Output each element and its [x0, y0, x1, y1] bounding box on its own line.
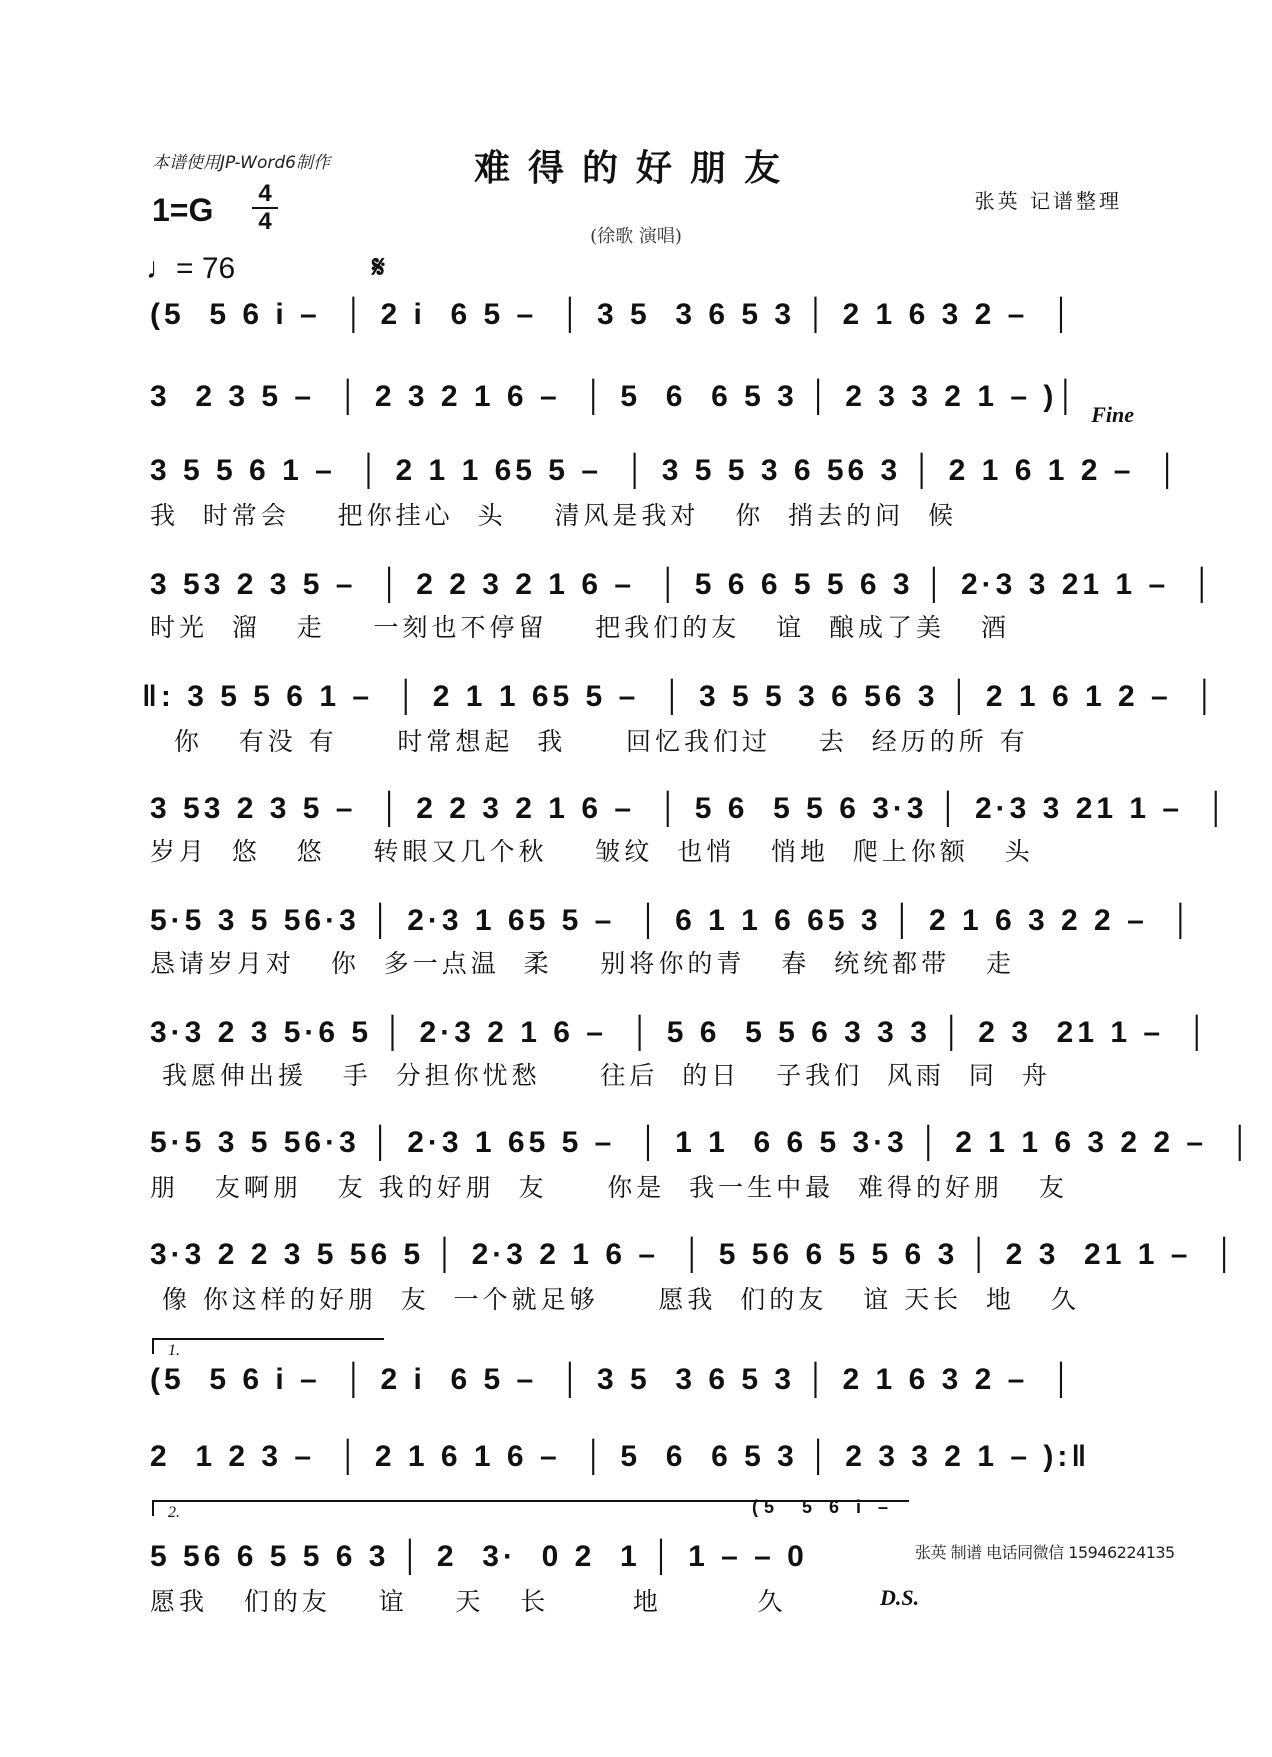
fine-marking: Fine — [1091, 402, 1134, 427]
notation-line: (5 5 6 i – │ 2 i 6 5 – │ 3 5 3 6 5 3 │ 2 1 6 3 2 – │ — [150, 1363, 1076, 1396]
lyrics-line: 我 时常会 把你挂心 头 清风是我对 你 捎去的问 候 — [150, 501, 957, 530]
segno-sign: 𝄋 — [372, 250, 385, 285]
first-ending-label: 1. — [168, 1342, 180, 1359]
notation-line: 3 2 3 5 – │ 2 3 2 1 6 – │ 5 6 6 5 3 │ 2 3 3 2 1 – )│ — [150, 380, 1081, 413]
lyrics-line: 你 有没 有 时常想起 我 回忆我们过 去 经历的所 有 — [150, 727, 1029, 756]
notation-line: 3 5 5 6 1 – │ 2 1 1 65 5 – │ 3 5 5 3 6 56 3 │ 2 1 6 1 2 – │ — [150, 454, 1182, 487]
time-signature — [252, 180, 278, 235]
tempo-marking: ♩= 76 — [146, 252, 236, 285]
contact-credit: 张英 制谱 电话同微信 15946224135 — [915, 1543, 1175, 1562]
notation-line: 2 1 2 3 – │ 2 1 6 1 6 – │ 5 6 6 5 3 │ 2 3 3 2 1 – ):‖ — [150, 1440, 1091, 1473]
performer-credit: (徐歌 演唱) — [590, 226, 682, 247]
notation-line: 5·5 3 5 56·3 │ 2·3 1 65 5 – │ 6 1 1 6 65 3 │ 2 1 6 3 2 2 – │ — [150, 904, 1196, 937]
lyrics-line: 恳请岁月对 你 多一点温 柔 别将你的青 春 统统都带 走 — [150, 949, 1015, 978]
notation-line: (5 5 6 i – │ 2 i 6 5 – │ 3 5 3 6 5 3 │ 2 1 6 3 2 – │ — [150, 298, 1076, 331]
lyrics-line: 像 你这样的好朋 友 一个就足够 愿我 们的友 谊 天长 地 久 — [150, 1285, 1080, 1314]
key-signature: 1=G — [152, 192, 214, 228]
software-credit: 本谱使用JP-Word6制作 — [152, 153, 330, 173]
lyrics-line: 朋 友啊朋 友 我的好朋 友 你是 我一生中最 难得的好朋 友 — [150, 1173, 1068, 1202]
notation-line: 5·5 3 5 56·3 │ 2·3 1 65 5 – │ 1 1 6 6 5 3·3 │ 2 1 1 6 3 2 2 – │ — [150, 1126, 1255, 1159]
time-signature-top: 4 — [258, 180, 272, 207]
ds-marking: D.S. — [880, 1585, 920, 1610]
second-ending-label: 2. — [168, 1504, 180, 1521]
arranger-credit: 张英 记谱整理 — [974, 189, 1122, 213]
lyrics-line: 岁月 悠 悠 转眼又几个秋 皱纹 也悄 悄地 爬上你额 头 — [150, 837, 1034, 866]
time-signature-bottom: 4 — [258, 208, 272, 235]
intro-cue: (5 5 6 i – — [752, 1497, 895, 1517]
notation-line: 3·3 2 2 3 5 56 5 │ 2·3 2 1 6 – │ 5 56 6 5 5 6 3 │ 2 3 21 1 – │ — [150, 1238, 1239, 1271]
notation-line: 5 56 6 5 5 6 3 │ 2 3· 0 2 1 │ 1 – – 0 — [150, 1540, 808, 1573]
notation-line: 3·3 2 3 5·6 5 │ 2·3 2 1 6 – │ 5 6 5 5 6 3 3 3 │ 2 3 21 1 – │ — [150, 1016, 1212, 1049]
notation-line: 3 53 2 3 5 – │ 2 2 3 2 1 6 – │ 5 6 5 5 6 3·3 │ 2·3 3 21 1 – │ — [150, 792, 1231, 825]
first-ending-bracket — [152, 1338, 384, 1359]
song-title: 难得的好朋友 — [473, 147, 798, 189]
lyrics-line: 愿我 们的友 谊 天 长 地 久 — [150, 1587, 787, 1616]
notation-line: 3 53 2 3 5 – │ 2 2 3 2 1 6 – │ 5 6 6 5 5 6 3 │ 2·3 3 21 1 – │ — [150, 568, 1217, 601]
lyrics-line: 时光 溜 走 一刻也不停留 把我们的友 谊 酿成了美 酒 — [150, 613, 1010, 642]
lyrics-line: 我愿伸出援 手 分担你忧愁 往后 的日 子我们 风雨 同 舟 — [150, 1061, 1051, 1090]
notation-line: ‖: 3 5 5 6 1 – │ 2 1 1 65 5 – │ 3 5 5 3 6 56 3 │ 2 1 6 1 2 – │ — [142, 680, 1220, 713]
